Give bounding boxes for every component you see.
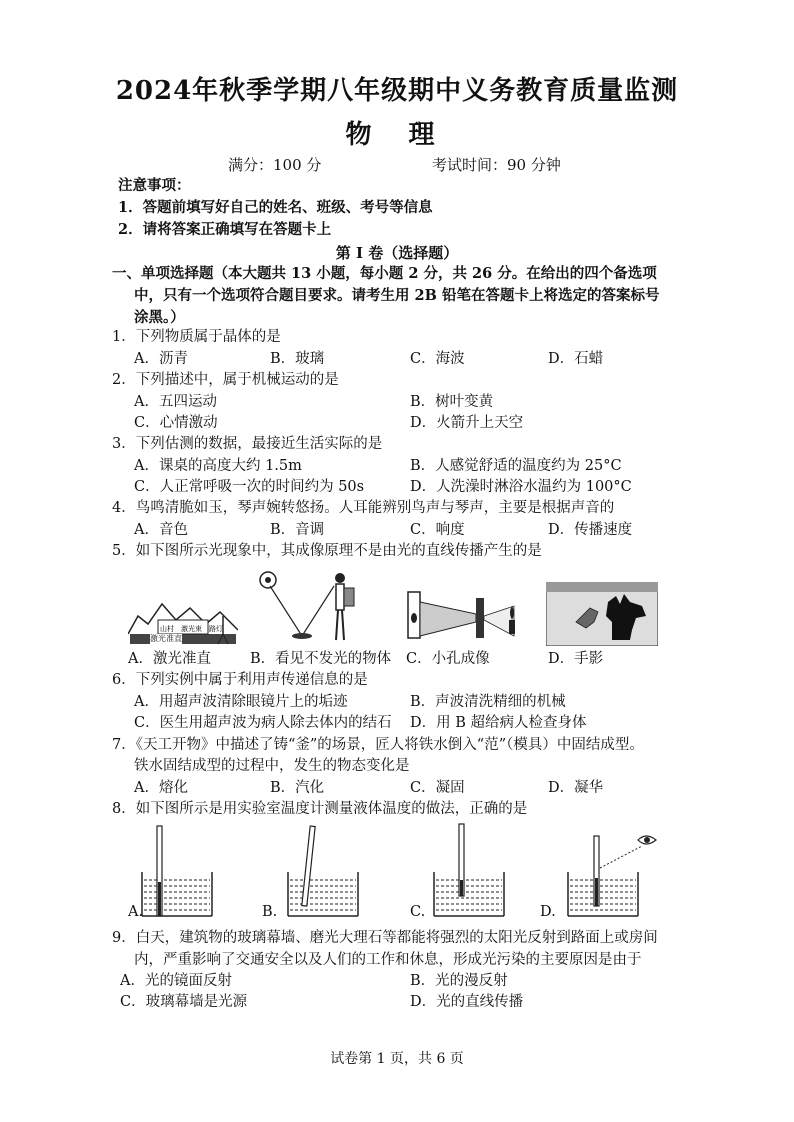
pinhole-figure bbox=[406, 588, 534, 644]
option: C．医生用超声波为病人除去体内的结石 bbox=[134, 715, 392, 731]
option: A．音色 bbox=[134, 522, 188, 538]
option: C．小孔成像 bbox=[406, 651, 490, 667]
hand-shadow-figure bbox=[546, 582, 658, 646]
page-footer: 试卷第 1 页，共 6 页 bbox=[330, 1051, 464, 1067]
question-stem: 5．如下图所示光现象中，其成像原理不是由光的直线传播产生的是 bbox=[112, 543, 542, 559]
thermometer-beaker-c bbox=[432, 822, 508, 918]
question-stem: 内，严重影响了交通安全以及人们的工作和休息，形成光污染的主要原因是由于 bbox=[134, 952, 642, 968]
option: A．熔化 bbox=[134, 780, 188, 796]
full-score: 满分：100 分 bbox=[228, 156, 322, 174]
option: D．光的直线传播 bbox=[410, 994, 524, 1010]
option: B．树叶变黄 bbox=[410, 394, 494, 410]
option: D．人洗澡时淋浴水温约为 100°C bbox=[410, 479, 632, 495]
option: C. bbox=[410, 904, 426, 920]
option: A．光的镜面反射 bbox=[120, 973, 232, 989]
option: A．激光准直 bbox=[128, 651, 211, 667]
question-stem: 8．如下图所示是用实验室温度计测量液体温度的做法，正确的是 bbox=[112, 801, 528, 817]
exam-subject: 物 理 bbox=[345, 120, 449, 150]
option: A．五四运动 bbox=[134, 394, 217, 410]
option: D．火箭升上天空 bbox=[410, 415, 524, 431]
section-intro: 一、单项选择题（本大题共 13 小题，每小题 2 分，共 26 分。在给出的四个备选项 bbox=[112, 265, 657, 282]
option: C．凝固 bbox=[410, 780, 465, 796]
note-item: 1．答题前填写好自己的姓名、班级、考号等信息 bbox=[118, 199, 433, 216]
option: A. bbox=[128, 904, 144, 920]
option: C．人正常呼吸一次的时间约为 50s bbox=[134, 479, 365, 495]
question-stem: 7．《天工开物》中描述了铸“釜”的场景，匠人将铁水倒入“范”（模具）中固结成型。 bbox=[112, 737, 644, 753]
figure-device-label: 激光准直 bbox=[150, 634, 182, 643]
thermometer-beaker-d bbox=[566, 822, 666, 918]
option: B．看见不发光的物体 bbox=[250, 651, 392, 667]
question-stem: 6．下列实例中属于利用声传递信息的是 bbox=[112, 672, 368, 688]
option: D. bbox=[540, 904, 556, 920]
option: D．凝华 bbox=[548, 780, 604, 796]
option: B．汽化 bbox=[270, 780, 325, 796]
option: C．响度 bbox=[410, 522, 465, 538]
option: D．手影 bbox=[548, 651, 604, 667]
option: D．石蜡 bbox=[548, 351, 604, 367]
option: C．海波 bbox=[410, 351, 465, 367]
exam-title: 2024年秋季学期八年级期中义务教育质量监测 bbox=[115, 76, 679, 106]
section-intro: 中，只有一个选项符合题目要求。请考生用 2B 铅笔在答题卡上将选定的答案标号 bbox=[134, 287, 660, 304]
figure-sign-text: 山村 激光束 路灯 bbox=[160, 625, 223, 633]
option: A．用超声波清除眼镜片上的垢迹 bbox=[134, 694, 348, 710]
question-stem: 4．鸟鸣清脆如玉，琴声婉转悠扬。人耳能辨别鸟声与琴声，主要是根据声音的 bbox=[112, 500, 615, 516]
question-stem: 9．白天，建筑物的玻璃幕墙、磨光大理石等都能将强烈的太阳光反射到路面上或房间 bbox=[112, 930, 658, 946]
thermometer-beaker-a bbox=[140, 822, 216, 918]
option: B. bbox=[262, 904, 278, 920]
thermometer-beaker-b bbox=[286, 822, 362, 918]
option: C．心情激动 bbox=[134, 415, 218, 431]
option: B．音调 bbox=[270, 522, 325, 538]
option: B．声波清洗精细的机械 bbox=[410, 694, 566, 710]
option: A．课桌的高度大约 1.5m bbox=[134, 458, 302, 474]
option: D．用 B 超给病人检查身体 bbox=[410, 715, 587, 731]
question-stem: 3．下列估测的数据，最接近生活实际的是 bbox=[112, 436, 383, 452]
note-item: 2．请将答案正确填写在答题卡上 bbox=[118, 221, 332, 238]
exam-time: 考试时间：90 分钟 bbox=[432, 156, 561, 174]
section-title: 第 I 卷（选择题） bbox=[335, 244, 459, 262]
laser-alignment-figure bbox=[128, 594, 238, 646]
question-stem: 1．下列物质属于晶体的是 bbox=[112, 329, 281, 345]
option: B．人感觉舒适的温度约为 25°C bbox=[410, 458, 622, 474]
notes-heading: 注意事项： bbox=[118, 177, 191, 194]
reflection-figure bbox=[256, 570, 366, 646]
question-stem: 铁水固结成型的过程中，发生的物态变化是 bbox=[134, 758, 410, 774]
question-stem: 2．下列描述中，属于机械运动的是 bbox=[112, 372, 339, 388]
option: C．玻璃幕墙是光源 bbox=[120, 994, 248, 1010]
option: D．传播速度 bbox=[548, 522, 633, 538]
option: A．沥青 bbox=[134, 351, 188, 367]
option: B．光的漫反射 bbox=[410, 973, 508, 989]
option: B．玻璃 bbox=[270, 351, 325, 367]
section-intro: 涂黑。） bbox=[134, 309, 185, 326]
